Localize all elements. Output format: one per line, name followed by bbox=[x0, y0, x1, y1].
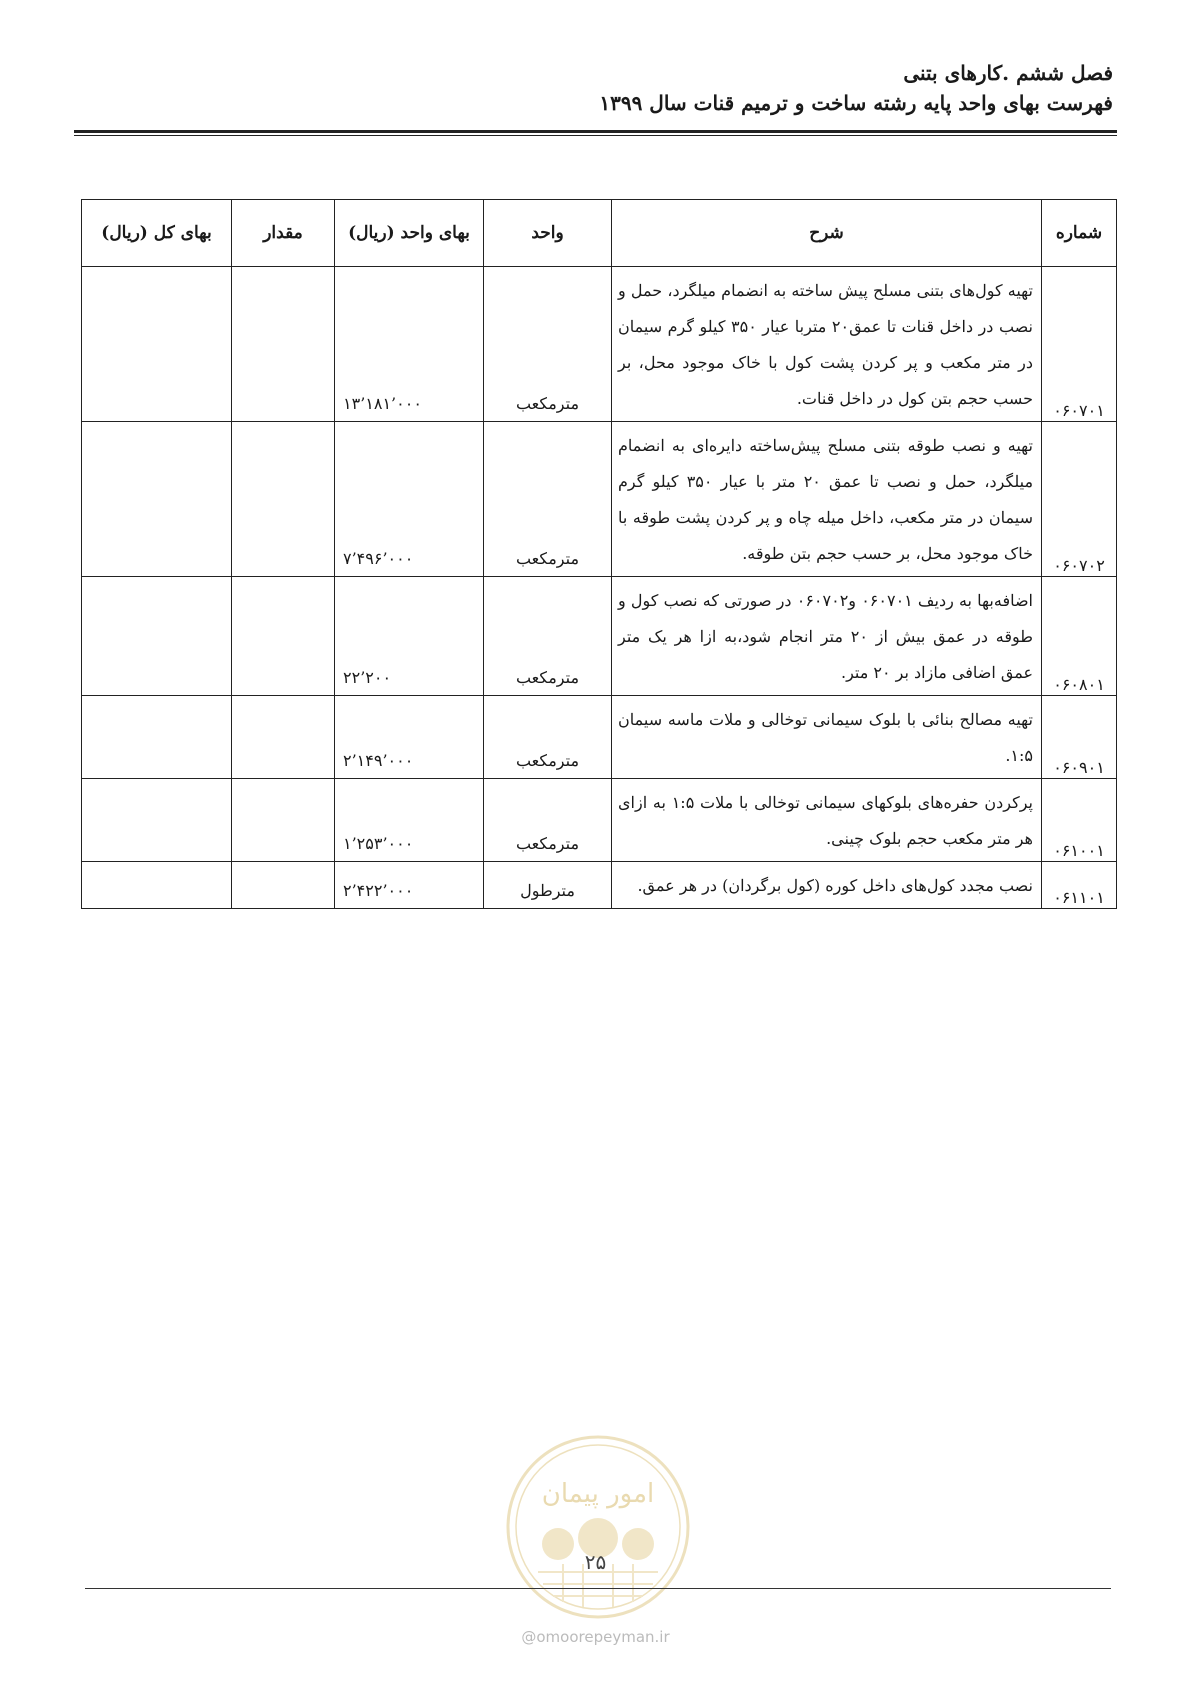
table-row bbox=[82, 779, 1117, 862]
table-row bbox=[82, 267, 1117, 422]
item-quantity bbox=[232, 577, 335, 696]
item-quantity bbox=[232, 422, 335, 577]
column-header-number: شماره bbox=[1042, 200, 1117, 267]
column-header-total-price: بهای کل (ریال) bbox=[82, 200, 232, 267]
item-unit: مترمکعب bbox=[484, 267, 612, 422]
item-total-price bbox=[82, 862, 232, 909]
watermark-logo bbox=[503, 1432, 693, 1622]
item-number: ۰۶۰۹۰۱ bbox=[1042, 696, 1117, 779]
item-unit: مترمکعب bbox=[484, 779, 612, 862]
header-rule-thick bbox=[74, 130, 1117, 133]
page-header bbox=[599, 58, 1113, 118]
item-number: ۰۶۰۷۰۱ bbox=[1042, 267, 1117, 422]
item-description: تهیه کول‌های بتنی مسلح پیش ساخته به انضمام میلگرد، حمل و نصب در داخل قنات تا عمق۲۰ متربا عیار ۳۵۰ کیلو گرم سیمان در متر مکعب و پر کردن پشت کول با خاک موجود محل، بر حسب حجم بتن کول در داخل قنات. bbox=[612, 267, 1042, 422]
item-unit-price: ۲’۱۴۹’۰۰۰ bbox=[335, 696, 484, 779]
item-number: ۰۶۰۸۰۱ bbox=[1042, 577, 1117, 696]
logo-text: امور پیمان bbox=[541, 1479, 655, 1509]
item-quantity bbox=[232, 267, 335, 422]
item-description: پرکردن حفره‌های بلوکهای سیمانی توخالی با ملات ۱:۵ به ازای هر متر مکعب حجم بلوک چینی. bbox=[612, 779, 1042, 862]
item-unit: مترمکعب bbox=[484, 422, 612, 577]
column-header-unit-price: بهای واحد (ریال) bbox=[335, 200, 484, 267]
item-unit-price: ۱’۲۵۳’۰۰۰ bbox=[335, 779, 484, 862]
table-row bbox=[82, 577, 1117, 696]
item-number: ۰۶۰۷۰۲ bbox=[1042, 422, 1117, 577]
item-unit-price: ۷’۴۹۶’۰۰۰ bbox=[335, 422, 484, 577]
document-subtitle: فهرست بهای واحد پایه رشته ساخت و ترمیم قنات سال ۱۳۹۹ bbox=[599, 91, 1113, 115]
price-list-table bbox=[81, 199, 1117, 909]
item-total-price bbox=[82, 267, 232, 422]
item-total-price bbox=[82, 577, 232, 696]
page-number: ۲۵ bbox=[584, 1550, 607, 1574]
table-row bbox=[82, 862, 1117, 909]
table-header-row bbox=[82, 200, 1117, 267]
item-unit-price: ۲۲’۲۰۰ bbox=[335, 577, 484, 696]
item-unit-price: ۲’۴۲۲’۰۰۰ bbox=[335, 862, 484, 909]
item-description: اضافه‌بها به ردیف ۰۶۰۷۰۱ و۰۶۰۷۰۲ در صورتی که نصب کول و طوقه در عمق بیش از ۲۰ متر انجام شود،به ازا هر یک متر عمق اضافی مازاد بر ۲۰ متر. bbox=[612, 577, 1042, 696]
item-unit-price: ۱۳’۱۸۱’۰۰۰ bbox=[335, 267, 484, 422]
item-total-price bbox=[82, 422, 232, 577]
item-quantity bbox=[232, 862, 335, 909]
column-header-unit: واحد bbox=[484, 200, 612, 267]
item-quantity bbox=[232, 696, 335, 779]
chapter-title: فصل ششم .کارهای بتنی bbox=[903, 61, 1113, 85]
item-unit: مترمکعب bbox=[484, 577, 612, 696]
table-row bbox=[82, 422, 1117, 577]
item-unit: مترطول bbox=[484, 862, 612, 909]
item-unit: مترمکعب bbox=[484, 696, 612, 779]
item-number: ۰۶۱۱۰۱ bbox=[1042, 862, 1117, 909]
footer-rule bbox=[85, 1588, 1111, 1589]
item-number: ۰۶۱۰۰۱ bbox=[1042, 779, 1117, 862]
column-header-quantity: مقدار bbox=[232, 200, 335, 267]
item-description: نصب مجدد کول‌های داخل کوره (کول برگردان) در هر عمق. bbox=[612, 862, 1042, 909]
header-rule-thin bbox=[74, 135, 1117, 136]
item-quantity bbox=[232, 779, 335, 862]
item-description: تهیه و نصب طوقه بتنی مسلح پیش‌ساخته دایره‌ای به انضمام میلگرد، حمل و نصب تا عمق ۲۰ متر با عیار ۳۵۰ کیلو گرم سیمان در متر مکعب، داخل میله چاه و پر کردن پشت طوقه با خاک موجود محل، بر حسب حجم بتن طوقه. bbox=[612, 422, 1042, 577]
item-description: تهیه مصالح بنائی با بلوک سیمانی توخالی و ملات ماسه سیمان ۱:۵. bbox=[612, 696, 1042, 779]
column-header-description: شرح bbox=[612, 200, 1042, 267]
table-row bbox=[82, 696, 1117, 779]
item-total-price bbox=[82, 696, 232, 779]
item-total-price bbox=[82, 779, 232, 862]
website-watermark: @omoorepeyman.ir bbox=[521, 1628, 670, 1646]
